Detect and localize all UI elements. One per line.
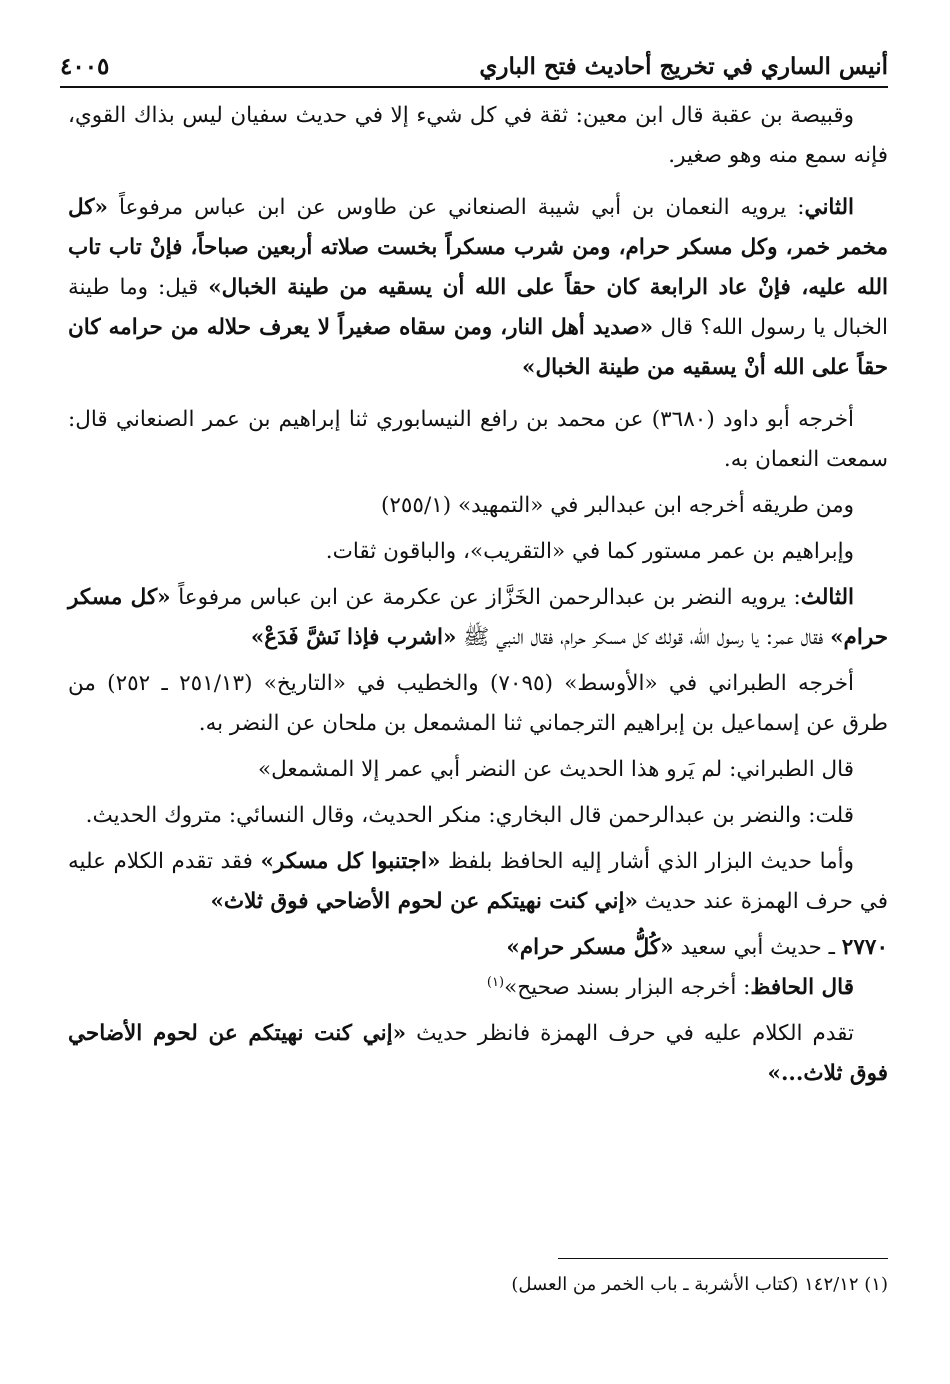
- paragraph-tabarani-takhrij: [68, 664, 888, 744]
- header-rule: [60, 86, 888, 88]
- paragraph-text: ومن طريقه أخرجه ابن عبدالبر في «التمهيد» (٢٥٥/١): [380, 493, 854, 518]
- paragraph-text: وإبراهيم بن عمر مستور كما في «التقريب»، والباقون ثقات.: [325, 539, 854, 564]
- hadith-text: «صديد أهل النار، ومن سقاه صغيراً لا يعرف حلاله من حرامه كان حقاً على الله أنْ يسقيه من طينة الخبال»: [68, 315, 888, 380]
- main-text: [68, 96, 888, 1094]
- paragraph-text: أخرجه الطبراني في «الأوسط» (٧٠٩٥) والخطيب في «التاريخ» (٢٥١/١٣ ـ ٢٥٢) من طرق عن إسماعيل بن إبراهيم الترجماني ثنا المشمعل بن ملحان عن النضر به.: [68, 671, 888, 736]
- text-span: تقدم الكلام عليه في حرف الهمزة فانظر حديث: [406, 1021, 854, 1046]
- footnote-ref: (١): [486, 974, 505, 990]
- text-span: ـ حديث أبي سعيد: [673, 935, 842, 960]
- paragraph-text: قال الطبراني: لم يَرو هذا الحديث عن النضر أبي عمر إلا المشمعل»: [257, 757, 854, 782]
- paragraph-bazzar: [68, 842, 888, 922]
- paragraph-second-narration: [68, 188, 888, 388]
- hadith-text: «كل مسكر حرام»: [68, 585, 888, 650]
- paragraph-qabisa: [68, 96, 888, 176]
- text-span: : يرويه النضر بن عبدالرحمن الخَزَّاز عن عكرمة عن ابن عباس مرفوعاً: [170, 585, 801, 610]
- paragraph-nadr-grading: [68, 796, 888, 836]
- paragraph-tabarani-quote: [68, 750, 888, 790]
- text-span: فقد تقدم الكلام عليه في حرف الهمزة عند حديث: [68, 849, 888, 914]
- text-span: وأما حديث البزار الذي أشار إليه الحافظ بلفظ: [440, 849, 855, 874]
- section-label: الثالث: [800, 585, 854, 610]
- hadith-text: «كل مخمر خمر، وكل مسكر حرام، ومن شرب مسكراً بخست صلاته أربعين صباحاً، فإنْ تاب تاب الله عليه، فإنْ عاد الرابعة كان حقاً على الله أن يسقيه من طينة الخبال»: [68, 195, 888, 300]
- section-label: الثاني: [804, 195, 854, 220]
- header-title: أنيس الساري في تخريج أحاديث فتح الباري: [479, 53, 888, 80]
- hadith-text: «إني كنت نهيتكم عن لحوم الأضاحي فوق ثلاث»: [210, 889, 638, 914]
- text-span: قيل: وما طينة الخبال يا رسول الله؟ قال: [68, 275, 888, 340]
- hadith-entry-2770: [68, 928, 888, 968]
- paragraph-ibrahim: [68, 532, 888, 572]
- hadith-text: «اجتنبوا كل مسكر»: [260, 849, 441, 874]
- hadith-text: «كُلُّ مسكر حرام»: [506, 935, 674, 960]
- footnote-rule: [558, 1258, 888, 1259]
- hadith-number: ٢٧٧٠: [841, 935, 888, 960]
- footnote: (١) ١٤٢/١٢ (كتاب الأشربة ـ باب الخمر من العسل): [511, 1274, 888, 1295]
- paragraph-cross-reference: [68, 1014, 888, 1094]
- paragraph-abu-dawud: [68, 400, 888, 480]
- page-number: ٤٠٠٥: [60, 53, 110, 80]
- hadith-text: «إني كنت نهيتكم عن لحوم الأضاحي فوق ثلاث...»: [68, 1021, 888, 1086]
- text-span: : أخرجه البزار بسند صحيح»: [504, 975, 751, 1000]
- section-label: قال الحافظ: [750, 975, 854, 1000]
- paragraph-tamhid: [68, 486, 888, 526]
- hadith-text: «اشرب فإذا نَشَّ فَدَعْ»: [250, 625, 457, 650]
- paragraph-third-narration: [68, 578, 888, 658]
- paragraph-text: أخرجه أبو داود (٣٦٨٠) عن محمد بن رافع النيسابوري ثنا إبراهيم بن عمر الصنعاني قال: سمعت النعمان به.: [68, 407, 888, 472]
- paragraph-text: وقبيصة بن عقبة قال ابن معين: ثقة في كل شيء إلا في حديث سفيان ليس بذاك القوي، فإنه سمع منه وهو صغير.: [68, 103, 888, 168]
- text-span: فقال عمر: يا رسول الله، قولك كل مسكر حرام، فقال النبي ﷺ: [456, 625, 831, 650]
- text-span: : يرويه النعمان بن أبي شيبة الصنعاني عن طاوس عن ابن عباس مرفوعاً: [107, 195, 805, 220]
- paragraph-hafiz: [68, 968, 888, 1008]
- running-header: [60, 40, 888, 84]
- paragraph-text: قلت: والنضر بن عبدالرحمن قال البخاري: منكر الحديث، وقال النسائي: متروك الحديث.: [85, 803, 854, 828]
